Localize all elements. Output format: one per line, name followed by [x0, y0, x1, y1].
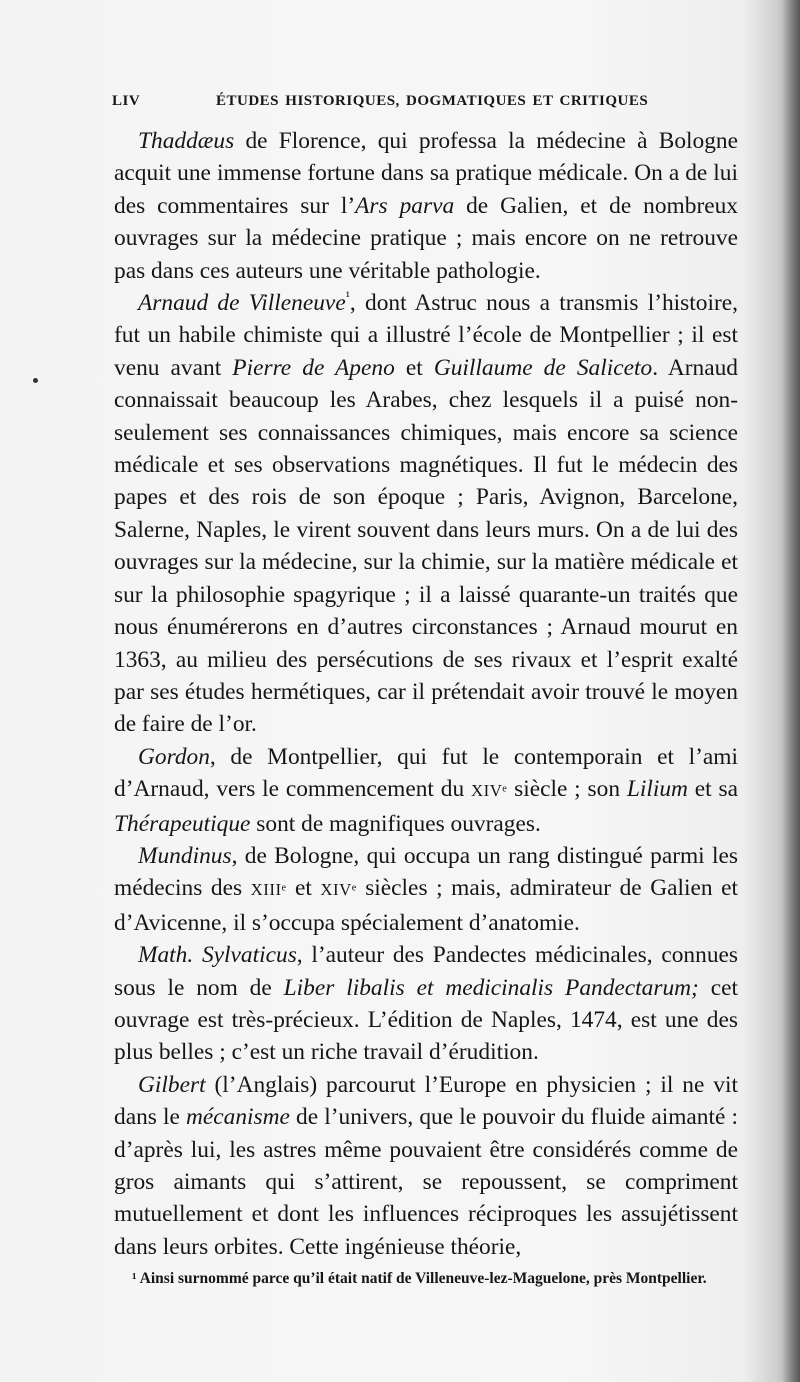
page-edge-shadow — [782, 0, 800, 1382]
paragraph — [114, 1069, 738, 1263]
paragraph — [114, 840, 738, 939]
footnote-text: Ainsi surnommé parce qu’il était natif de Villeneuve-lez-Maguelone, près Montpellier. — [136, 1270, 707, 1287]
italic-run: mécanisme — [186, 1104, 290, 1131]
paragraph — [114, 125, 738, 287]
paragraph — [114, 939, 738, 1069]
text-run: cet ouvrage est très-précieux. L’édition de Naples, 1474, est une des plus belles ; c’est un riche travail d’érudition. — [114, 974, 738, 1066]
text-run: siècle ; son — [507, 776, 627, 803]
italic-run: Ars parva — [355, 192, 455, 219]
page-header — [112, 93, 738, 119]
italic-run: Guillaume de Saliceto — [433, 354, 653, 381]
footnote-marker: ¹ — [132, 1270, 137, 1287]
footnote — [118, 1268, 738, 1289]
italic-run: Thaddæus — [138, 128, 235, 154]
text-run: . Arnaud connaissait beaucoup les Arabes, chez lesquels il a puisé non-seulement ses connaissances chimiques, mais encore sa science médicale et ses observations magnétiques. Il fut le médecin des papes et des rois de son époque ; Paris, Avignon, Barcelone, Salerne, Naples, le virent souvent dans leurs murs. On a de lui des ouvrages sur la médecine, sur la chimie, sur la matière médicale et sur la philosophie spagyrique ; il a laissé quarante-un traités que nous énumérerons en d’autres circonstances ; Arnaud mourut en 1363, au milieu des persécutions de ses rivaux et l’esprit exalté par ses études hermétiques, car il prétendait avoir trouvé le moyen de faire de l’or. — [114, 354, 738, 738]
italic-run: Gordon — [138, 743, 210, 770]
italic-run: Thérapeutique — [114, 810, 251, 837]
text-run: XIIIᵉ — [250, 880, 287, 900]
paragraph — [114, 741, 738, 840]
page-folio: LIV — [112, 93, 141, 109]
italic-run: Liber libalis et medicinalis Pandectarum; — [283, 974, 699, 1001]
text-run: de Florence, qui professa la médecine à Bologne acquit une immense fortune dans sa pratique médicale. On a de lui des commentaires sur l’ — [114, 128, 738, 219]
text-run: et — [394, 354, 434, 381]
running-title: ÉTUDES HISTORIQUES, DOGMATIQUES ET CRITIQUES — [216, 93, 649, 109]
body-text — [114, 125, 738, 1263]
text-run: et sa — [687, 776, 738, 803]
footnote-ref: ¹ — [345, 289, 350, 306]
italic-run: Pierre de Apeno — [232, 354, 395, 381]
text-run: , de Montpellier, qui fut le contemporain et l’ami d’Arnaud, vers le commencement du — [114, 743, 738, 803]
text-run: XIVᵉ — [320, 880, 357, 900]
text-run: , l’auteur des Pandectes médicinales, connues sous le nom de — [114, 942, 738, 1001]
text-run: et — [286, 875, 321, 902]
italic-run: Lilium — [626, 776, 688, 803]
italic-run: Mundinus — [138, 842, 232, 869]
italic-run: Arnaud de Villeneuve — [138, 290, 346, 317]
text-run: XIVᵉ — [471, 781, 508, 801]
text-run: , dont Astruc nous a transmis l’histoire, fut un habile chimiste qui a illustré l’école de Montpellier ; il est venu avant — [114, 290, 738, 381]
text-run: (l’Anglais) parcourut l’Europe en physicien ; il ne vit dans le — [114, 1071, 738, 1131]
italic-run: Math. Sylvaticus — [138, 942, 297, 969]
text-run: , de Bologne, qui occupa un rang distingué parmi les médecins des — [114, 842, 738, 902]
print-speck — [33, 378, 38, 383]
paragraph — [114, 287, 738, 741]
text-run: de Galien, et de nombreux ouvrages sur la médecine pratique ; mais encore on ne retrouve pas dans ces auteurs une véritable pathologie. — [114, 192, 739, 284]
italic-run: Gilbert — [138, 1071, 206, 1098]
text-run: sont de magnifiques ouvrages. — [250, 810, 541, 837]
text-run: siècles ; mais, admirateur de Galien et d’Avicenne, il s’occupa spécialement d’anatomie. — [114, 875, 739, 936]
text-run: de l’univers, que le pouvoir du fluide aimanté : d’après lui, les astres même pouvaient être considérés comme de gros aimants qui s’attirent, se repoussent, se compriment mutuellement et dont les influences réciproques les assujétissent dans leurs orbites. Cette ingénieuse théorie, — [114, 1104, 738, 1260]
